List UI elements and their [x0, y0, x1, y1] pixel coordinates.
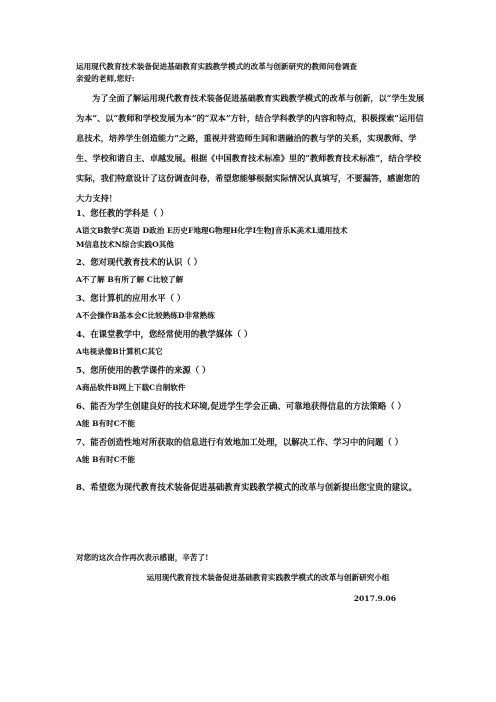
date: 2017.9.06 [353, 594, 396, 603]
question-7: 7、能否创造性地对所获取的信息进行有效地加工处理，以解决工作、学习中的问题（ ） [76, 437, 403, 447]
question-8: 8、希望您为现代教育技术装备促进基础教育实践教学模式的改革与创新提出您宝贵的建议。 [76, 482, 417, 492]
question-4: 4、在课堂教学中，您经常使用的教学媒体（ ） [76, 329, 253, 339]
thanks-text: 对您的这次合作再次表示感谢，辛苦了! [76, 553, 209, 562]
question-1-options-line-1: A语文B数学C英语 D政治 E历史F地理G物理H化学I生物J音乐K美术L通用技术 [76, 226, 348, 235]
question-6-options: A能 B有时C不能 [76, 419, 135, 428]
question-5-options: A商品软件B网上下载C自制软件 [76, 383, 186, 392]
signature: 运用现代教育技术装备促进基础教育实践教学模式的改革与创新研究小组 [146, 573, 390, 582]
intro-paragraph: 为了全面了解运用现代教育技术装备促进基础教育实践教学模式的改革与创新，以“学生发展为本”、以“教师和学校发展为本”的“双本”方针，结合学科教学的内容和特点，积极探索“运用信息技术，培养学生创造能力”之路，重视并营造师生间和谐融洽的教与学的关系，实现教师、学生、学校和谐自主、卓越发展。根据《中国教育技术标准》里的“教师教育技术标准”，结合学校实际，我们特意设计了这份调查问卷，希望您能够根据实际情况认真填写，不要漏答，感谢您的大力支持！ [76, 93, 425, 203]
question-4-options: A电视录像B计算机C其它 [76, 347, 163, 356]
question-2-options: A不了解 B有所了解 C比较了解 [76, 275, 184, 284]
question-3-options: A不会操作B基本会C比较熟练D非常熟练 [76, 311, 215, 320]
question-3: 3、您计算机的应用水平（ ） [76, 293, 186, 303]
document-title: 运用现代教育技术装备促进基础教育实践教学模式的改革与创新研究的教师问卷调查 [76, 62, 357, 71]
question-1: 1、您任教的学科是（ ） [76, 208, 169, 218]
question-5: 5、您所使用的教学课件的来源（ ） [76, 365, 211, 375]
question-6: 6、能否为学生创建良好的技术环境,促进学生学会正确、可靠地获得信息的方法策略（ ） [76, 401, 406, 411]
question-7-options: A能 B有时C不能 [76, 455, 135, 464]
question-1-options-line-2: M信息技术N综合实践O其他 [76, 240, 174, 249]
question-2: 2、您对现代教育技术的认识（ ） [76, 257, 202, 267]
greeting: 亲爱的老师,您好: [76, 74, 135, 83]
